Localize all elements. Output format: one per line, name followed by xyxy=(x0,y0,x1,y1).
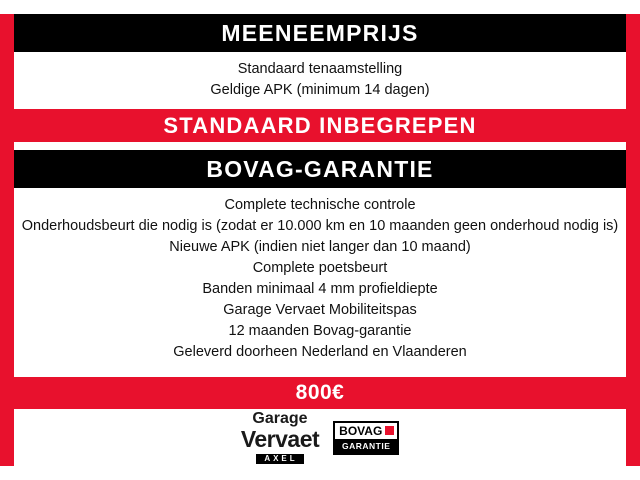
bovag-logo-bottom: GARANTIE xyxy=(335,439,397,453)
bovag-red-square-icon xyxy=(385,426,394,435)
footer-logos xyxy=(14,409,626,466)
list-item: Nieuwe APK (indien niet langer dan 10 maand) xyxy=(169,239,471,255)
warranty-title: BOVAG-GARANTIE xyxy=(14,150,626,188)
garage-logo-middle: Vervaet xyxy=(240,426,320,452)
spacer xyxy=(14,142,626,150)
page-title: MEENEEMPRIJS xyxy=(14,14,626,52)
list-item: Geleverd doorheen Nederland en Vlaanderen xyxy=(173,344,467,360)
list-item: Complete poetsbeurt xyxy=(252,260,388,276)
poster-content xyxy=(14,14,626,466)
garage-logo-bottom: AXEL xyxy=(256,454,303,464)
bovag-logo-top xyxy=(335,423,397,439)
list-item: Complete technische controle xyxy=(224,197,416,213)
list-item: 12 maanden Bovag-garantie xyxy=(228,323,412,339)
intro-line: Standaard tenaamstelling xyxy=(237,61,403,77)
included-banner: STANDAARD INBEGREPEN xyxy=(14,109,626,142)
left-red-bar xyxy=(0,14,14,466)
list-item: Banden minimaal 4 mm profieldiepte xyxy=(202,281,438,297)
bovag-logo-text: BOVAG xyxy=(339,423,383,438)
list-item: Garage Vervaet Mobiliteitspas xyxy=(223,302,417,318)
price-badge: 800€ xyxy=(14,377,626,409)
warranty-list xyxy=(14,188,626,371)
garage-vervaet-logo xyxy=(241,411,319,464)
right-red-bar xyxy=(626,14,640,466)
bovag-garantie-logo xyxy=(333,421,399,455)
garage-logo-top: Garage xyxy=(252,410,308,427)
intro-line: Geldige APK (minimum 14 dagen) xyxy=(210,82,430,98)
intro-block xyxy=(14,52,626,109)
list-item: Onderhoudsbeurt die nodig is (zodat er 10.000 km en 10 maanden geen onderhoud nodig is) xyxy=(21,218,619,234)
